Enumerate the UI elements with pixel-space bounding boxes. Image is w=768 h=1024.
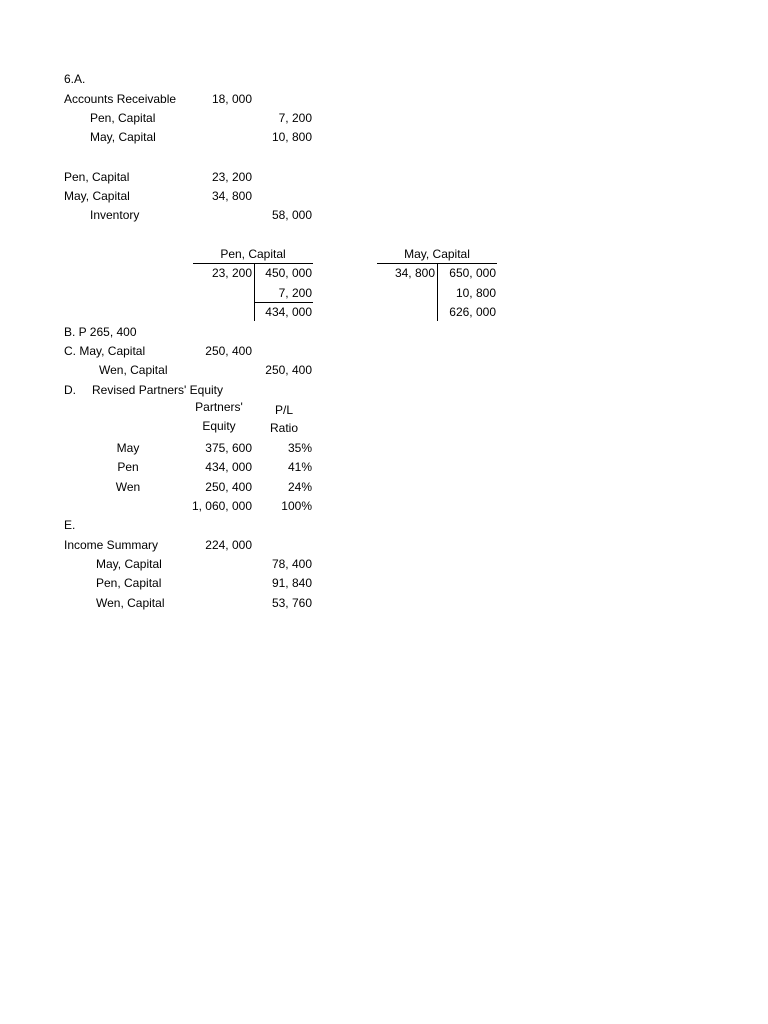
partner-equity: 375, 600: [205, 441, 252, 455]
partner-ratio: 41%: [287, 460, 312, 474]
partner-equity: 434, 000: [205, 460, 252, 474]
t-account-balance: 434, 000: [265, 305, 312, 319]
journal-credit-account: Pen, Capital: [96, 576, 162, 590]
partner-name: May: [116, 441, 140, 455]
journal-credit-amount: 78, 400: [271, 557, 312, 571]
journal-debit-account: Pen, Capital: [64, 170, 130, 184]
journal-credit-amount: 53, 760: [271, 596, 312, 610]
journal-debit-amount: 34, 800: [211, 189, 252, 203]
total-equity: 1, 060, 000: [191, 499, 252, 513]
journal-credit-account: Inventory: [90, 208, 140, 222]
column-header-ratio: P/L: [274, 403, 293, 417]
t-account-credit: 450, 000: [265, 266, 312, 280]
partner-ratio: 35%: [287, 441, 312, 455]
partner-ratio: 24%: [287, 480, 312, 494]
journal-credit-amount: 10, 800: [271, 130, 312, 144]
t-account-title: Pen, Capital: [220, 247, 286, 261]
journal-debit-account: Accounts Receivable: [64, 92, 177, 106]
t-account-credit: 10, 800: [455, 286, 496, 300]
column-header-equity: Equity: [202, 419, 236, 433]
t-account-divider: [437, 263, 438, 321]
t-account-sum-rule: [254, 302, 313, 303]
t-account-title: May, Capital: [404, 247, 470, 261]
section-d-title: Revised Partners' Equity: [92, 383, 224, 397]
t-account-debit: 34, 800: [394, 266, 435, 280]
t-account-divider: [254, 263, 255, 321]
journal-credit-amount: 250, 400: [265, 363, 312, 377]
journal-debit-account: May, Capital: [64, 189, 130, 203]
journal-credit-amount: 91, 840: [271, 576, 312, 590]
section-b-answer: B. P 265, 400: [64, 325, 137, 339]
journal-credit-account: Pen, Capital: [90, 111, 156, 125]
journal-credit-account: May, Capital: [96, 557, 162, 571]
journal-credit-account: May, Capital: [90, 130, 156, 144]
t-account-top-rule: [193, 263, 313, 264]
t-account-debit: 23, 200: [211, 266, 252, 280]
partner-equity: 250, 400: [205, 480, 252, 494]
section-a-heading: 6.A.: [64, 72, 86, 86]
section-e-heading: E.: [64, 518, 76, 532]
journal-debit-amount: 250, 400: [205, 344, 252, 358]
journal-debit-amount: 18, 000: [211, 92, 252, 106]
section-d-label: D.: [64, 383, 76, 397]
total-ratio: 100%: [281, 499, 312, 513]
journal-credit-amount: 58, 000: [271, 208, 312, 222]
journal-credit-amount: 7, 200: [278, 111, 312, 125]
journal-debit-account: Income Summary: [64, 538, 159, 552]
column-header-ratio: Ratio: [269, 421, 298, 435]
partner-name: Wen: [115, 480, 141, 494]
journal-debit-account: C. May, Capital: [64, 344, 146, 358]
t-account-balance: 626, 000: [449, 305, 496, 319]
journal-debit-amount: 23, 200: [211, 170, 252, 184]
journal-credit-account: Wen, Capital: [99, 363, 168, 377]
journal-debit-amount: 224, 000: [205, 538, 252, 552]
partner-name: Pen: [117, 460, 139, 474]
t-account-credit: 650, 000: [449, 266, 496, 280]
column-header-equity: Partners': [195, 400, 243, 414]
t-account-credit: 7, 200: [278, 286, 312, 300]
journal-credit-account: Wen, Capital: [96, 596, 165, 610]
